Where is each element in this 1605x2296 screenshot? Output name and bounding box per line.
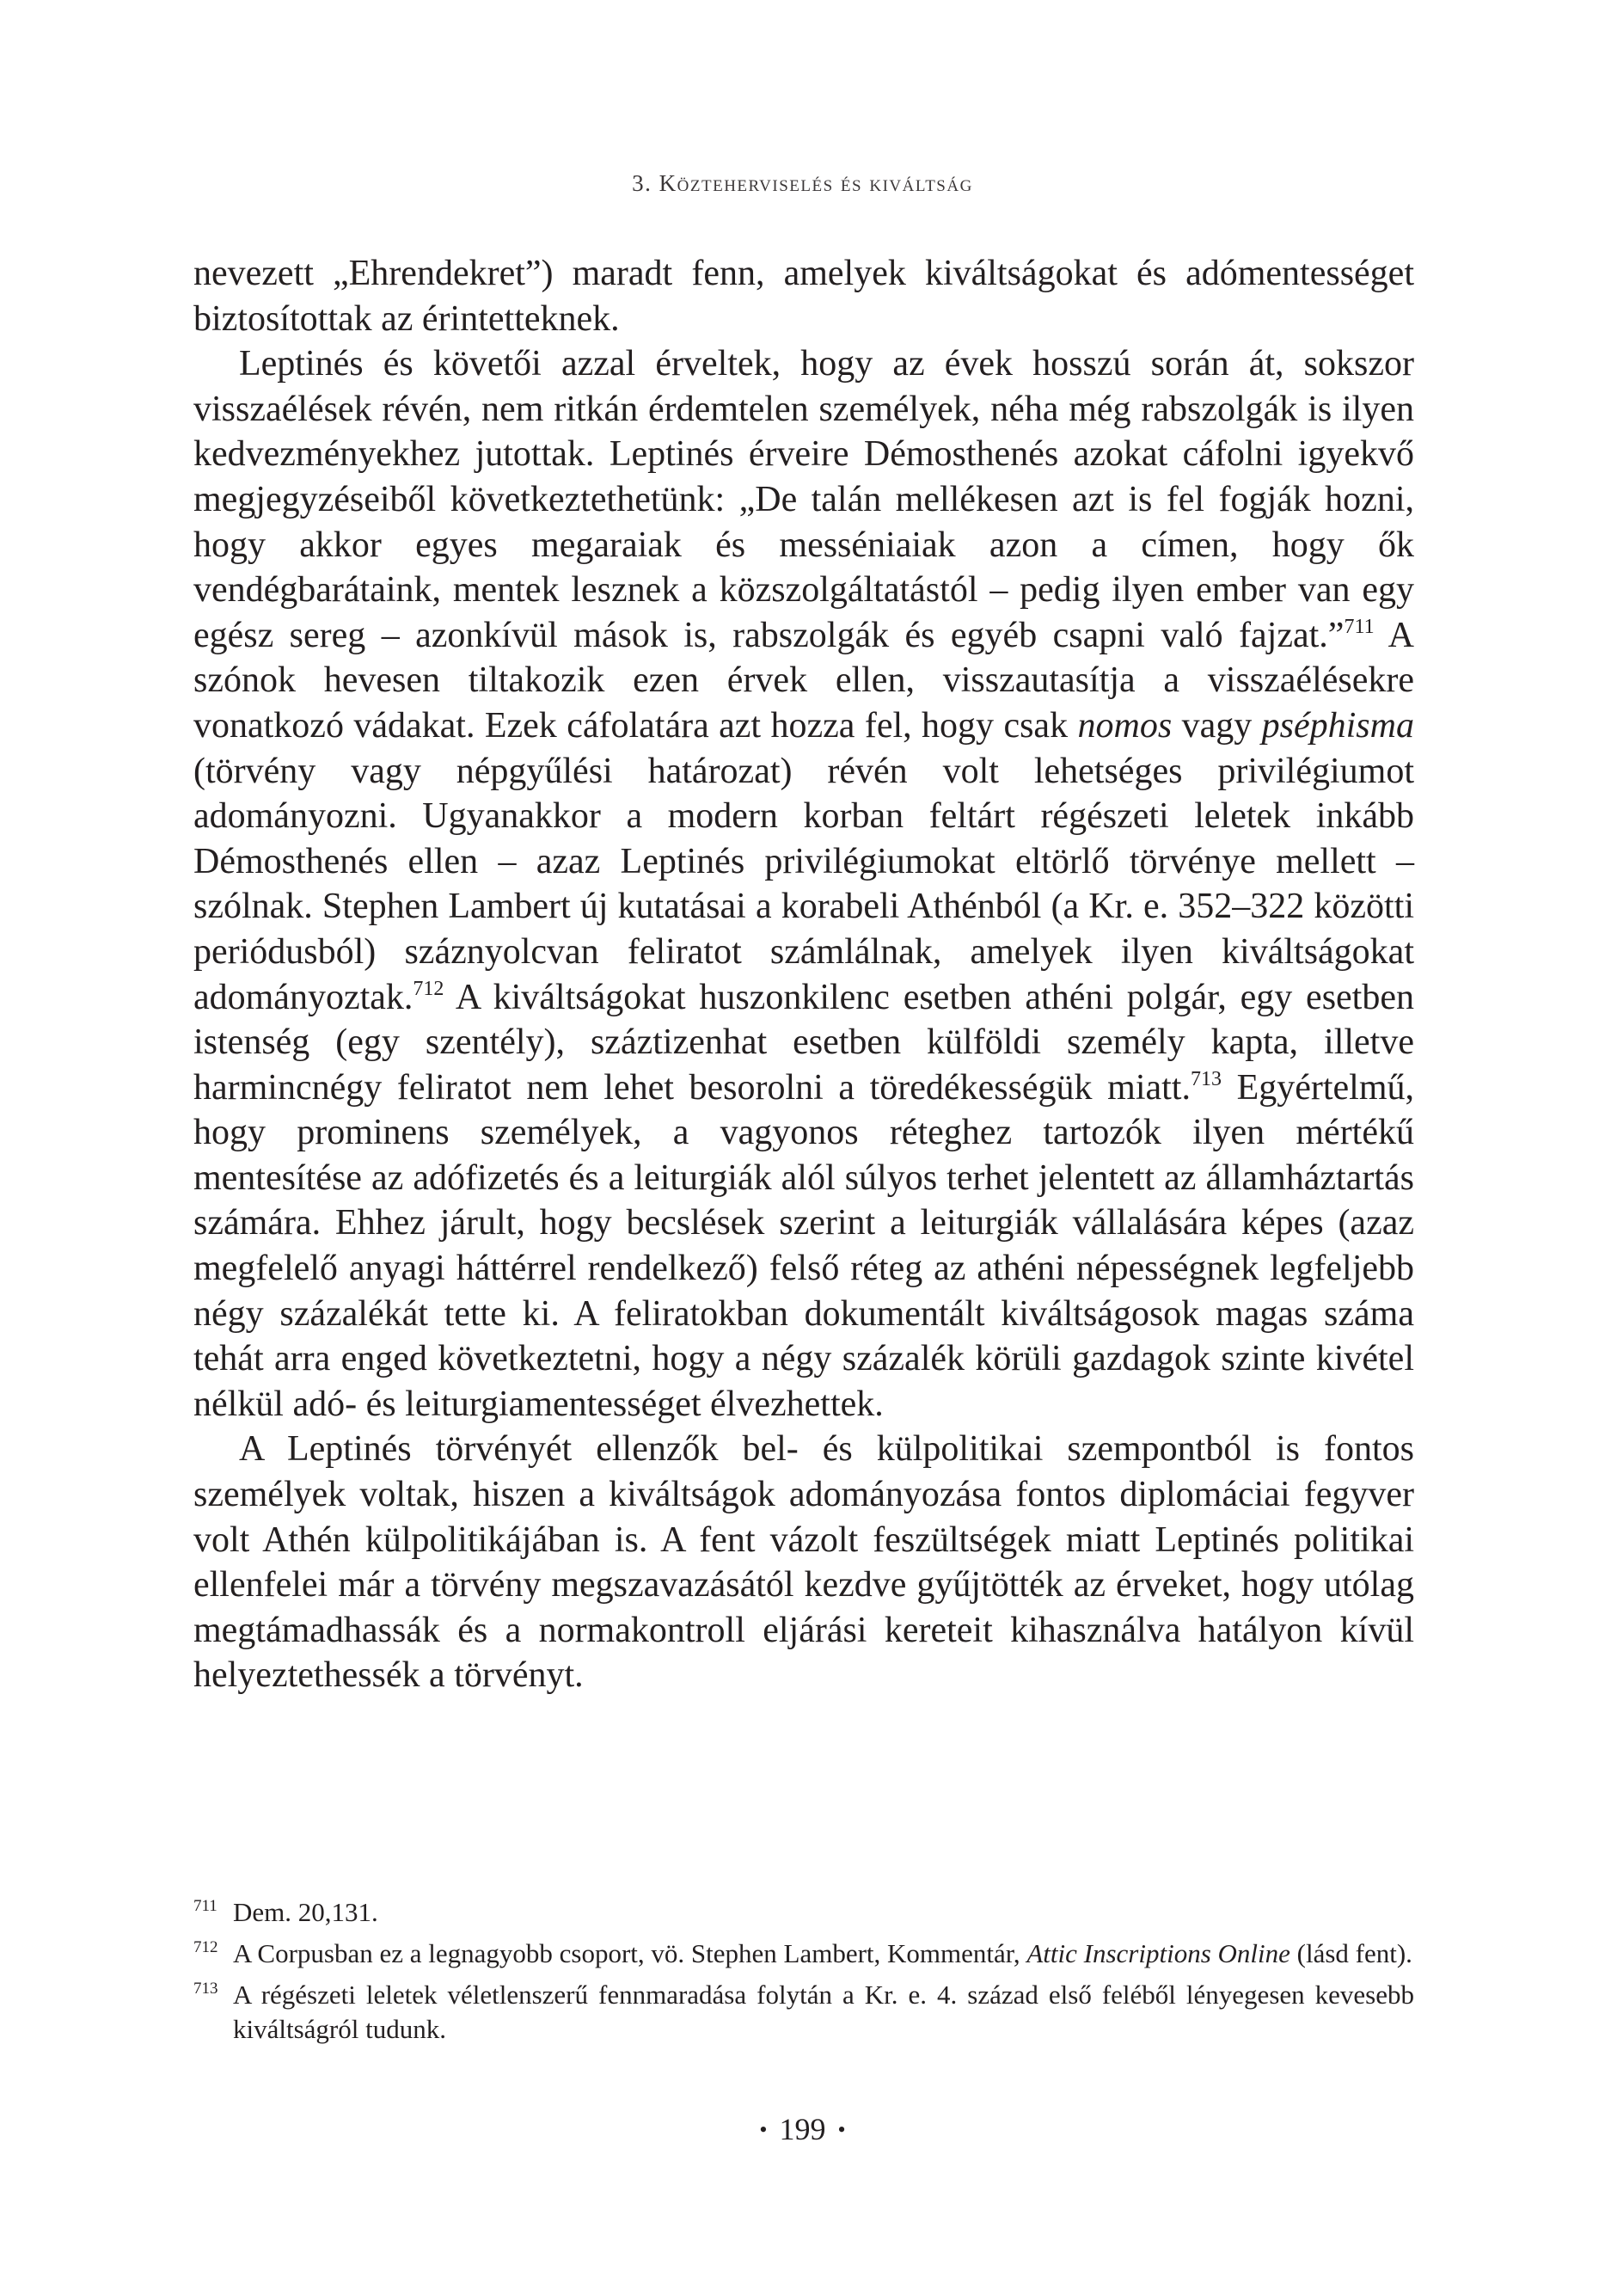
paragraph-2 [193, 341, 1414, 1427]
paragraph-2-text-d: (törvény vagy népgyűlési határozat) révén volt lehetséges privilégiumot adományozni. Ugyanakkor a modern korban feltárt régészeti leletek inkább Démosthenés ellen – azaz Leptinés privilégiumokat eltörlő törvénye mellett – szólnak. Stephen Lambert új kutatásai a korabeli Athénból (a Kr. e. 352–322 közötti periódusból) száznyolcvan feliratot számlálnak, amelyek ilyen kiváltságokat adományoztak. [193, 751, 1414, 1017]
page-number [0, 2111, 1605, 2147]
paragraph-1: nevezett „Ehrendekret”) maradt fenn, amelyek kiváltságokat és adómentességet biztosítottak az érintetteknek. [193, 254, 1414, 339]
footnote-text-b: (lásd fent). [1290, 1938, 1412, 1968]
footnote-ref-711: 711 [1344, 615, 1375, 638]
footnote-711 [193, 1895, 1414, 1930]
paragraph-2-text-c: vagy [1172, 705, 1262, 746]
paragraph-2-text-f: Egyértelmű, hogy prominens személyek, a vagyonos réteghez tartozók ilyen mértékű mentesítése az adófizetés és a leiturgiák alól súlyos terhet jelentett az államháztartás számára. Ehhez járult, hogy becslések szerint a leiturgiák vállalására képes (azaz megfelelő anyagi háttérrel rendelkező) felső réteg az athéni népességnek legfeljebb négy százalékát tette ki. A feliratokban dokumentált kiváltságosok magas száma tehát arra enged következtetni, hogy a négy százalék körüli gazdagok szinte kivétel nélkül adó- és leiturgiamentességet élvezhettek. [193, 1067, 1414, 1424]
footnote-number: 713 [193, 1980, 218, 1998]
footnote-712 [193, 1937, 1414, 1971]
footnote-number: 712 [193, 1938, 218, 1956]
paragraph-3: A Leptinés törvényét ellenzők bel- és külpolitikai szempontból is fontos személyek voltak, hiszen a kiváltságok adományozása fontos diplomáciai fegyver volt Athén külpolitikájában is. A fent vázolt feszültségek miatt Leptinés politikai ellenfelei már a törvény megszavazásától kezdve gyűjtötték az érveket, hogy utólag megtámadhassák és a normakontroll eljárási kereteit kihasználva hatályon kívül helyeztethessék a törvényt. [193, 1429, 1414, 1696]
page-number-value: 199 [779, 2112, 826, 2146]
footnotes [193, 1895, 1414, 2054]
footnote-ref-712: 712 [413, 977, 444, 1000]
paragraph-2-text-b: A szónok hevesen tiltakozik ezen érvek ellen, visszautasítja a visszaélésekre vonatkozó vádakat. Ezek cáfolatára azt hozza fel, hogy csak [193, 615, 1414, 746]
footnote-text: A régészeti leletek véletlenszerű fennmaradása folytán a Kr. e. 4. század első feléből lényegesen kevesebb kiváltságról tudunk. [233, 1980, 1414, 2044]
bullet-right: • [837, 2117, 846, 2142]
running-head: 3. Közteherviselés és kiváltság [632, 170, 973, 196]
footnote-text: Dem. 20,131. [233, 1897, 378, 1927]
footnote-text-a: A Corpusban ez a legnagyobb csoport, vö. Stephen Lambert, Kommentár, [233, 1938, 1027, 1968]
footnote-title-italic: Attic Inscriptions Online [1026, 1938, 1290, 1968]
paragraph-2-text-a: Leptinés és követői azzal érveltek, hogy az évek hosszú során át, sokszor visszaélések révén, nem ritkán érdemtelen személyek, néha még rabszolgák is ilyen kedvezményekhez jutottak. Leptinés érveire Démosthenés azokat cáfolni igyekvő megjegyzéseiből következtethetünk: „De talán mellékesen azt is fel fogják hozni, hogy akkor egyes megaraiak és messéniaiak azon a címen, hogy ők vendégbarátaink, mentek lesznek a közszolgáltatástól – pedig ilyen ember van egy egész sereg – azonkívül mások is, rabszolgák és egyéb csapni való fajzat.” [193, 344, 1414, 655]
term-psephisma: pséphisma [1261, 705, 1414, 746]
footnote-ref-713: 713 [1190, 1067, 1222, 1090]
footnote-713 [193, 1978, 1414, 2047]
paragraph-2-text-e: A kiváltságokat huszonkilenc esetben athéni polgár, egy esetben istenség (egy szentély), száztizenhat esetben külföldi személy kapta, illetve harmincnégy feliratot nem lehet besorolni a töredékességük miatt. [193, 977, 1414, 1108]
bullet-left: • [759, 2117, 768, 2142]
footnote-number: 711 [193, 1897, 217, 1915]
main-text [193, 251, 1414, 1698]
term-nomos: nomos [1077, 705, 1173, 746]
